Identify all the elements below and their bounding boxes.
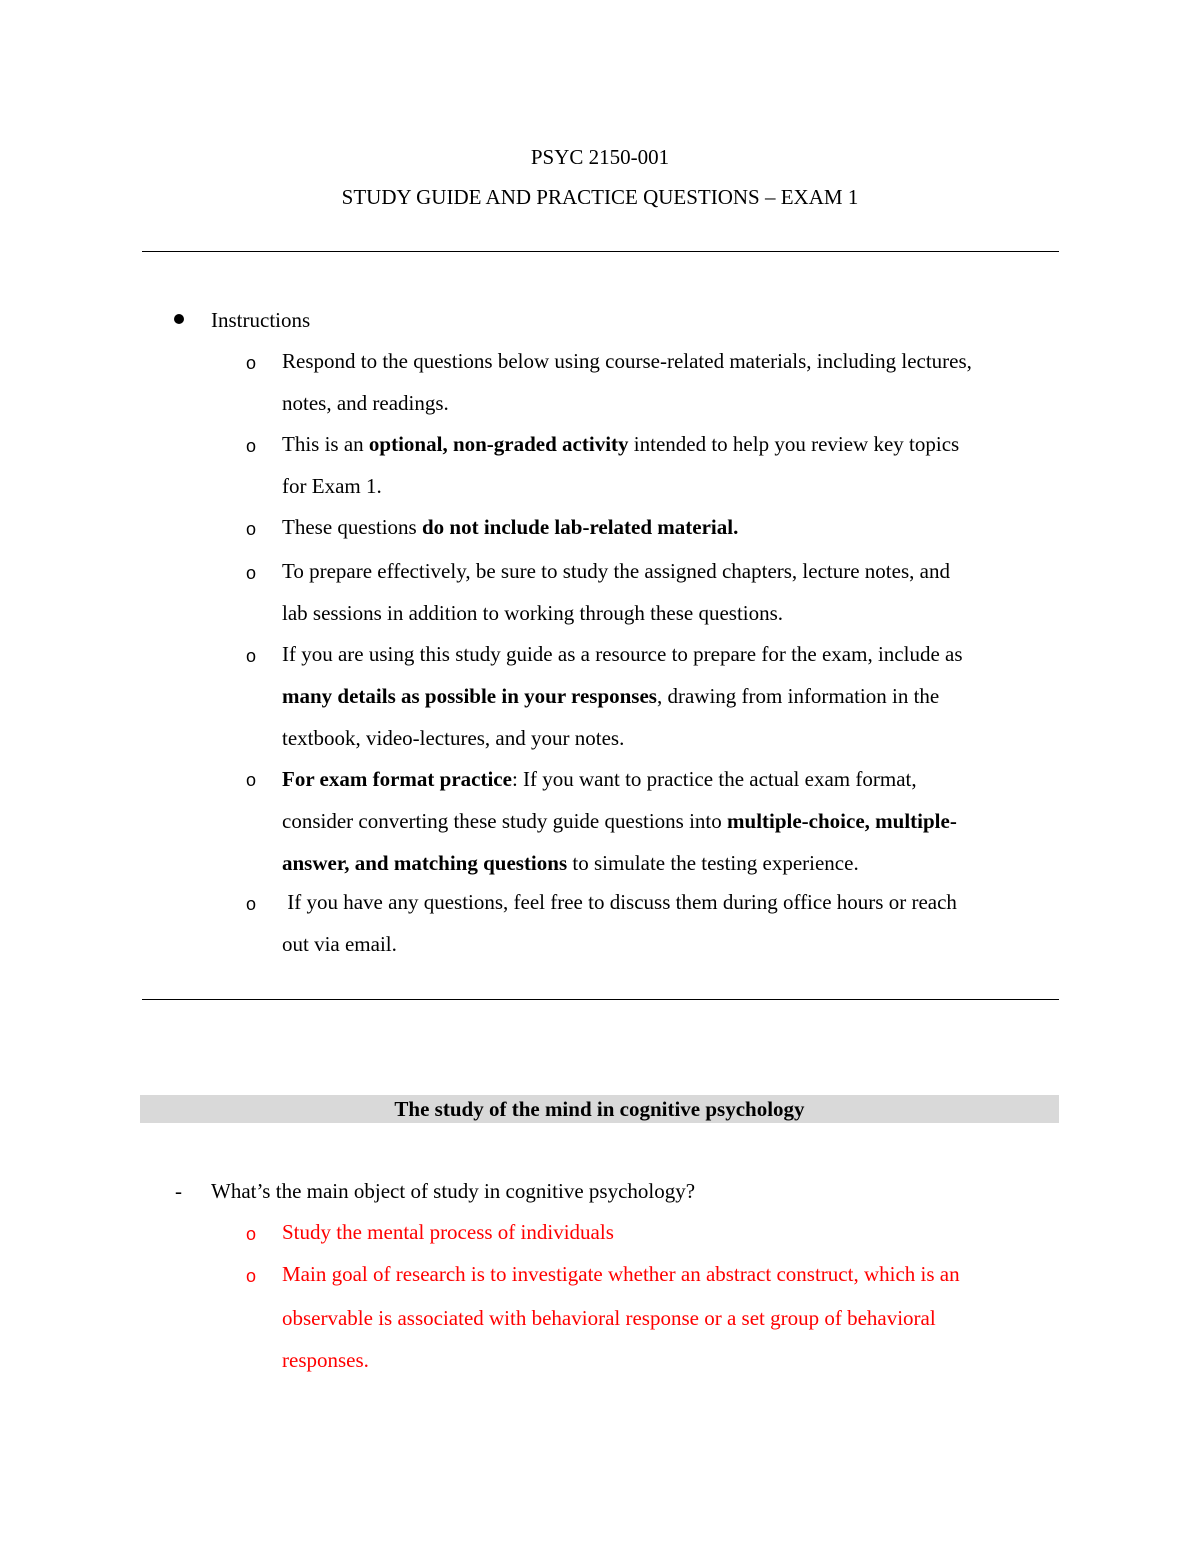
emphasis-text: For exam format practice (282, 767, 512, 791)
instruction-text: If you have any questions, feel free to discuss them during office hours or reach (282, 890, 957, 914)
answer-text: Study the mental process of individuals (282, 1220, 614, 1244)
instruction-text (282, 807, 1062, 849)
instruction-text (282, 682, 1062, 724)
emphasis-text: do not include lab-related material. (421, 515, 739, 539)
instruction-text: If you are using this study guide as a resource to prepare for the exam, include as (282, 642, 963, 666)
text-run: consider converting these study guide questions into (282, 809, 728, 833)
text-run: These questions (282, 515, 422, 539)
instruction-item (282, 557, 1062, 641)
circle-bullet-icon: o (246, 894, 257, 914)
emphasis-text: multiple-choice, multiple- (727, 809, 957, 833)
circle-bullet-icon: o (246, 519, 257, 539)
circle-bullet-icon: o (246, 770, 257, 790)
bottom-divider (142, 999, 1059, 1000)
answer-text: observable is associated with behavioral response or a set group of behavioral (282, 1306, 936, 1330)
instruction-text (282, 765, 1062, 807)
instruction-text: Respond to the questions below using course-related materials, including lectures, (282, 349, 972, 373)
circle-bullet-icon: o (246, 646, 257, 666)
instruction-item (282, 513, 1062, 555)
emphasis-text: optional, non-graded activity (368, 432, 629, 456)
instruction-text: textbook, video-lectures, and your notes. (282, 726, 625, 750)
circle-bullet-icon: o (246, 436, 257, 456)
text-run: intended to help you review key topics (628, 432, 960, 456)
dash-bullet-icon: - (175, 1179, 182, 1203)
instruction-text: lab sessions in addition to working through these questions. (282, 601, 784, 625)
emphasis-text: answer, and matching questions (282, 851, 568, 875)
answer-text: responses. (282, 1348, 369, 1372)
circle-bullet-icon: o (246, 563, 257, 583)
answer-text: Main goal of research is to investigate whether an abstract construct, which is an (282, 1262, 960, 1286)
instruction-text: notes, and readings. (282, 391, 449, 415)
instruction-item (282, 430, 1062, 514)
circle-bullet-icon: o (246, 353, 257, 373)
text-run: : If you want to practice the actual exam format, (511, 767, 917, 791)
text-run: This is an (282, 432, 369, 456)
instruction-text: for Exam 1. (282, 474, 382, 498)
instruction-text: To prepare effectively, be sure to study the assigned chapters, lecture notes, and (282, 559, 950, 583)
instruction-text (282, 513, 1062, 555)
instruction-item (282, 765, 1062, 891)
instruction-text (282, 849, 1062, 891)
instruction-text (282, 430, 1062, 472)
emphasis-text: many details as possible in your responses (282, 684, 657, 708)
instructions-heading: Instructions (211, 308, 311, 332)
bullet-icon (174, 314, 184, 324)
circle-bullet-icon: o (246, 1266, 257, 1286)
instruction-item (282, 347, 1062, 429)
course-code: PSYC 2150-001 (530, 145, 670, 169)
circle-bullet-icon: o (246, 1224, 257, 1244)
instruction-item (282, 888, 1062, 972)
text-run: , drawing from information in the (656, 684, 940, 708)
study-question: What’s the main object of study in cognitive psychology? (211, 1179, 696, 1203)
instruction-text: out via email. (282, 932, 397, 956)
answer-item (282, 1218, 1062, 1260)
text-run: to simulate the testing experience. (567, 851, 859, 875)
instruction-item (282, 640, 1062, 766)
answer-item (282, 1260, 1062, 1388)
document-title: STUDY GUIDE AND PRACTICE QUESTIONS – EXAM 1 (341, 185, 859, 209)
top-divider (142, 251, 1059, 252)
section-heading: The study of the mind in cognitive psychology (140, 1095, 1059, 1123)
